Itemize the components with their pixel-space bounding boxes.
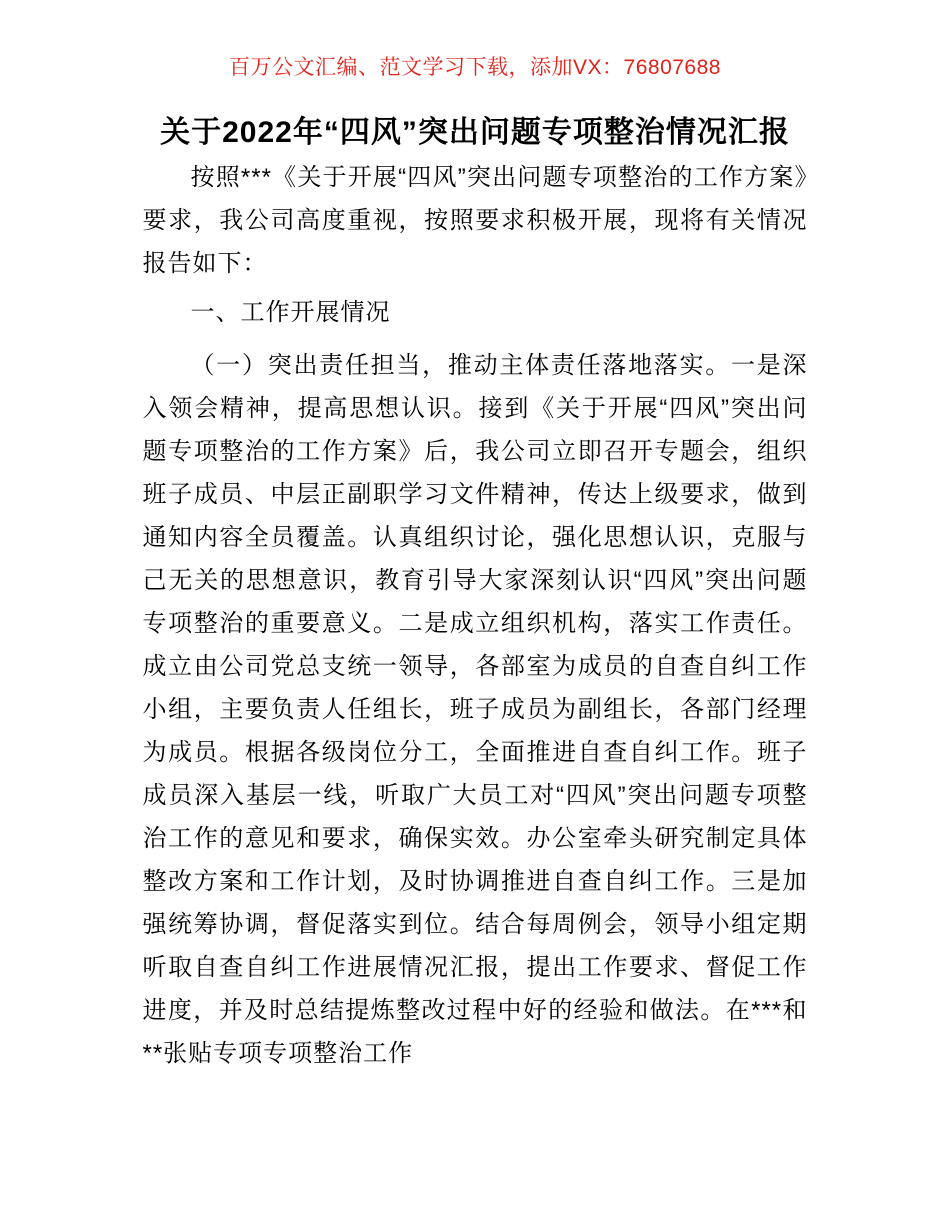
document-body <box>143 156 808 1075</box>
document-title: 关于2022年“四风”突出问题专项整治情况汇报 <box>160 116 790 149</box>
watermark-notice: 百万公文汇编、范文学习下载，添加VX：76807688 <box>229 56 721 79</box>
paragraph-intro: 按照***《关于开展“四风”突出问题专项整治的工作方案》要求，我公司高度重视，按照要求积极开展，现将有关情况报告如下： <box>142 164 808 277</box>
section-heading: 一、工作开展情况 <box>190 299 391 326</box>
paragraph-section-body: （一）突出责任担当，推动主体责任落地落实。一是深入领会精神，提高思想认识。接到《关于开展“四风”突出问题专项整治的工作方案》后，我公司立即召开专题会，组织班子成员、中层正副职学习文件精神，传达上级要求，做到通知内容全员覆盖。认真组织讨论，强化思想认识，克服与己无关的思想意识，教育引导大家深刻认识“四风”突出问题专项整治的重要意义。二是成立组织机构，落实工作责任。成立由公司党总支统一领导，各部室为成员的自查自纠工作小组，主要负责人任组长，班子成员为副组长，各部门经理为成员。根据各级岗位分工，全面推进自查自纠工作。班子成员深入基层一线，听取广大员工对“四风”突出问题专项整治工作的意见和要求，确保实效。办公室牵头研究制定具体整改方案和工作计划，及时协调推进自查自纠工作。三是加强统筹协调，督促落实到位。结合每周例会，领导小组定期听取自查自纠工作进展情况汇报，提出工作要求、督促工作进度，并及时总结提炼整改过程中好的经验和做法。在***和**张贴专项专项整治工作 <box>142 352 808 1067</box>
